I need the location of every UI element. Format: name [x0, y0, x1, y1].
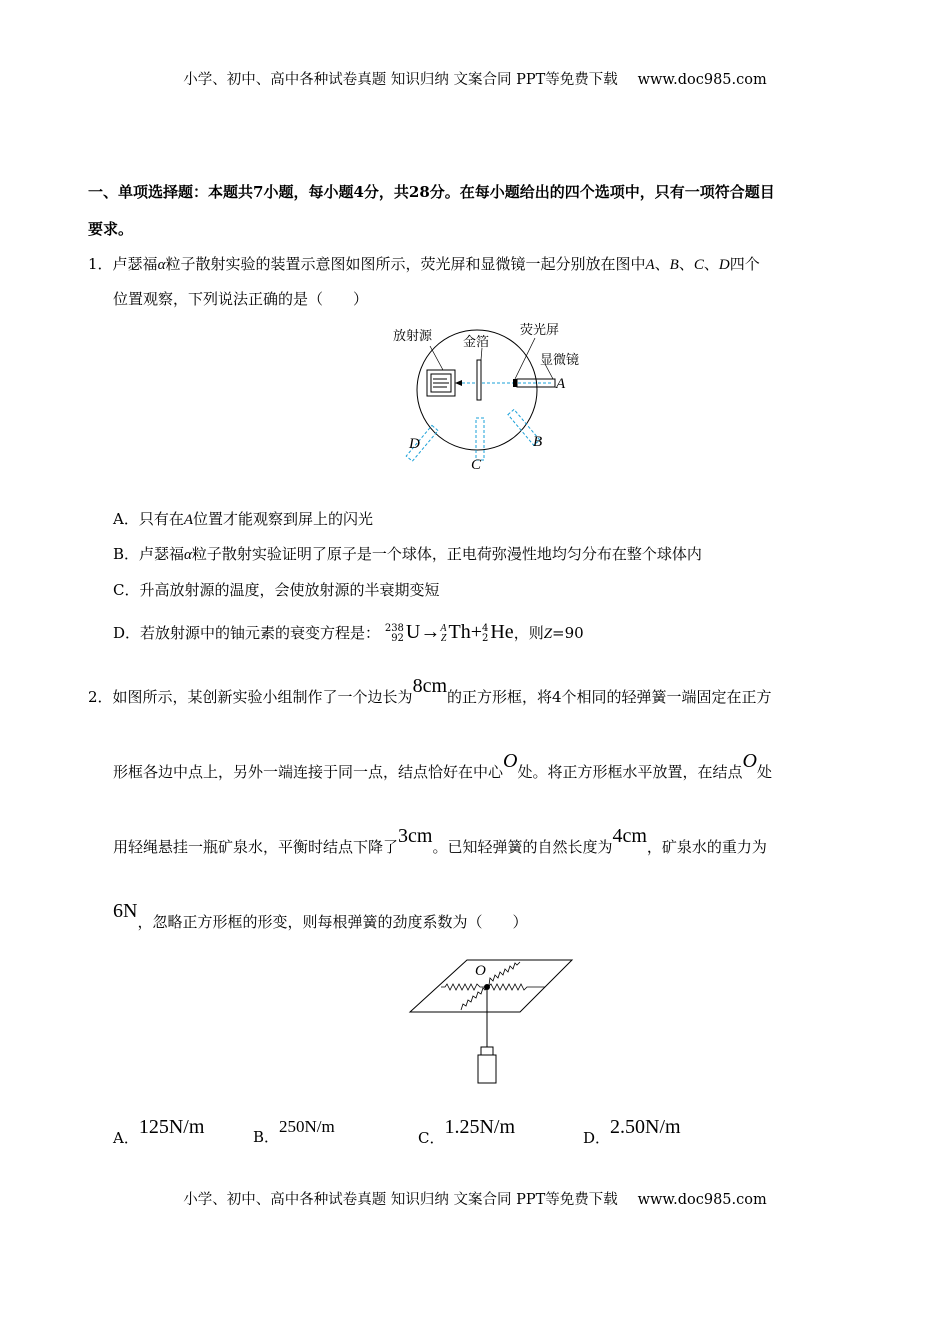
footer-url[interactable]: www.doc985.com — [637, 1192, 767, 1208]
page-footer — [0, 1190, 950, 1210]
rutherford-apparatus-figure — [385, 318, 605, 478]
label-screen: 荧光屏 — [520, 323, 560, 338]
section-heading: 一、单项选择题：本题共7小题，每小题4分，共28分。在每小题给出的四个选项中，只有一项符合题目 — [88, 183, 775, 201]
q1-line1: 1．卢瑟福α粒子散射实验的装置示意图如图所示，荧光屏和显微镜一起分别放在图中A、B、C、D四个 — [88, 255, 760, 273]
q1-line2: 位置观察，下列说法正确的是（ ） — [113, 290, 369, 308]
q2-option-a[interactable]: A．125N/m — [113, 1116, 205, 1147]
label-foil: 金箔 — [463, 335, 490, 350]
q1-option-d[interactable]: D．若放射源中的铀元素的衰变方程是： 238 92 U→A Z Th+4 2 He，则Z=90 — [113, 621, 584, 644]
q2-line3: 用轻绳悬挂一瓶矿泉水，平衡时结点下降了3cm。已知轻弹簧的自然长度为4cm，矿泉水的重力为 — [113, 825, 767, 856]
header-text: 小学、初中、高中各种试卷真题 知识归纳 文案合同 PPT等免费下载 — [183, 72, 618, 88]
label-d: D — [409, 436, 420, 452]
label-o: O — [475, 963, 486, 979]
q2-option-d[interactable]: D．2.50N/m — [583, 1116, 681, 1147]
header-url[interactable]: www.doc985.com — [637, 72, 767, 88]
label-b: B — [533, 434, 543, 450]
label-source: 放射源 — [393, 329, 433, 344]
label-microscope: 显微镜 — [540, 353, 580, 368]
q1-option-a[interactable]: A．只有在A位置才能观察到屏上的闪光 — [113, 510, 374, 528]
q2-line1: 2．如图所示，某创新实验小组制作了一个边长为8cm的正方形框，将4个相同的轻弹簧一端固定在正方 — [88, 675, 772, 706]
spring-frame-figure — [405, 955, 580, 1090]
section-heading-cont: 要求。 — [88, 220, 134, 238]
q1-option-c[interactable]: C．升高放射源的温度，会使放射源的半衰期变短 — [113, 581, 440, 599]
label-c: C — [471, 457, 482, 473]
q2-option-b[interactable]: B．250N/m — [253, 1117, 335, 1146]
page-header — [0, 70, 950, 90]
q2-option-c[interactable]: C．1.25N/m — [418, 1116, 516, 1147]
q2-line4: 6N，忽略正方形框的形变，则每根弹簧的劲度系数为（ ） — [113, 900, 528, 931]
q1-option-b[interactable]: B．卢瑟福α粒子散射实验证明了原子是一个球体，正电荷弥漫性地均匀分布在整个球体内 — [113, 545, 702, 563]
q2-line2: 形框各边中点上，另外一端连接于同一点，结点恰好在中心O处。将正方形框水平放置，在结点O处 — [113, 750, 772, 781]
footer-text: 小学、初中、高中各种试卷真题 知识归纳 文案合同 PPT等免费下载 — [183, 1192, 618, 1208]
label-a: A — [556, 376, 566, 392]
